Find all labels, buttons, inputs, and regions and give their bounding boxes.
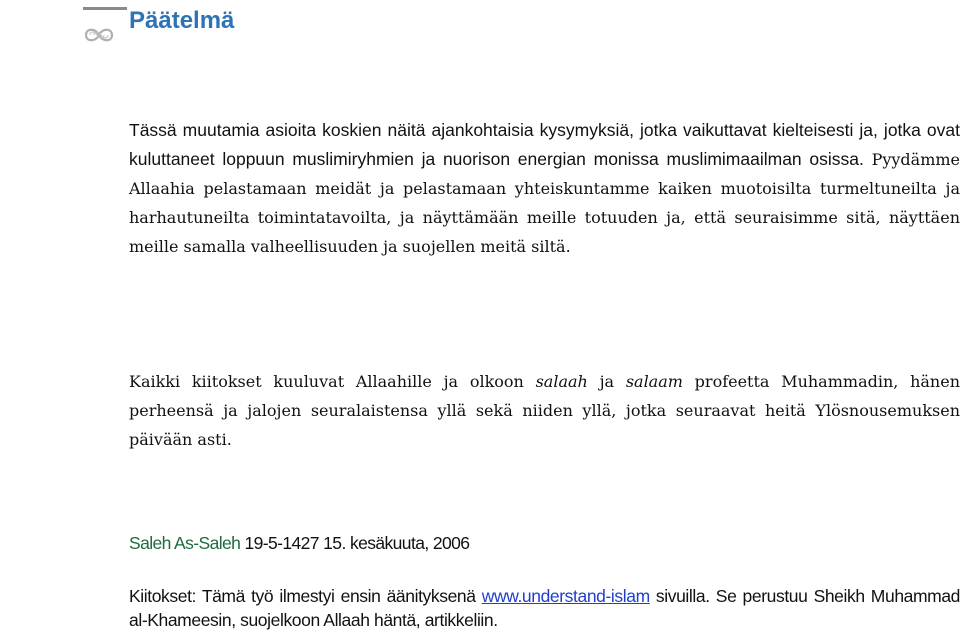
- paragraph-1-serif-part: Pyydämme Allaahia pelastamaan meidät ja pelastamaan yhteiskuntamme kaiken muotoisilta turmeltuneilta ja harhautuneilta toimintatavoilta, ja näyttämään meille totuuden ja, että seuraisimme sitä, näyttäen meille samalla valheellisuuden ja suojellen meitä siltä.: [129, 150, 960, 256]
- paragraph-2-text-2: ja: [587, 372, 626, 391]
- signature-date: 19-5-1427 15. kesäkuuta, 2006: [240, 533, 470, 553]
- signature-line: [129, 529, 469, 558]
- conclusion-paragraph-2: [129, 367, 960, 454]
- paragraph-1-sans-part: Tässä muutamia asioita koskien näitä ajankohtaisia kysymyksiä, jotka vaikuttavat kielteisesti ja, jotka ovat kuluttaneet loppuun muslimiryhmien ja nuorison energian monissa muslimimaailman osissa.: [129, 120, 960, 169]
- conclusion-paragraph-1: [129, 116, 960, 261]
- credits-suffix: sivuilla. Se perustuu Sheikh Muhammad al-Khameesin, suojelkoon Allaah häntä, artikkeliin.: [129, 586, 960, 630]
- author-name: Saleh As-Saleh: [129, 533, 241, 553]
- credits-note: [129, 584, 960, 632]
- double-loop-emblem-icon: [82, 24, 116, 46]
- paragraph-2-text-1: Kaikki kiitokset kuuluvat Allaahille ja olkoon: [129, 372, 536, 391]
- paragraph-2-text-3: profeetta Muhammadin, hänen perheensä ja jalojen seuralaistensa yllä sekä niiden yllä, jotka seuraavat heitä Ylösnousemuksen päivään asti.: [129, 372, 960, 449]
- header-rule: [83, 7, 127, 10]
- credits-prefix: Kiitokset: Tämä työ ilmestyi ensin äänityksenä: [129, 586, 482, 606]
- salaah-term: salaah: [535, 372, 588, 391]
- page-title: Päätelmä: [129, 7, 235, 34]
- understand-islam-link[interactable]: www.understand-islam: [481, 586, 650, 606]
- salaam-term: salaam: [625, 372, 683, 391]
